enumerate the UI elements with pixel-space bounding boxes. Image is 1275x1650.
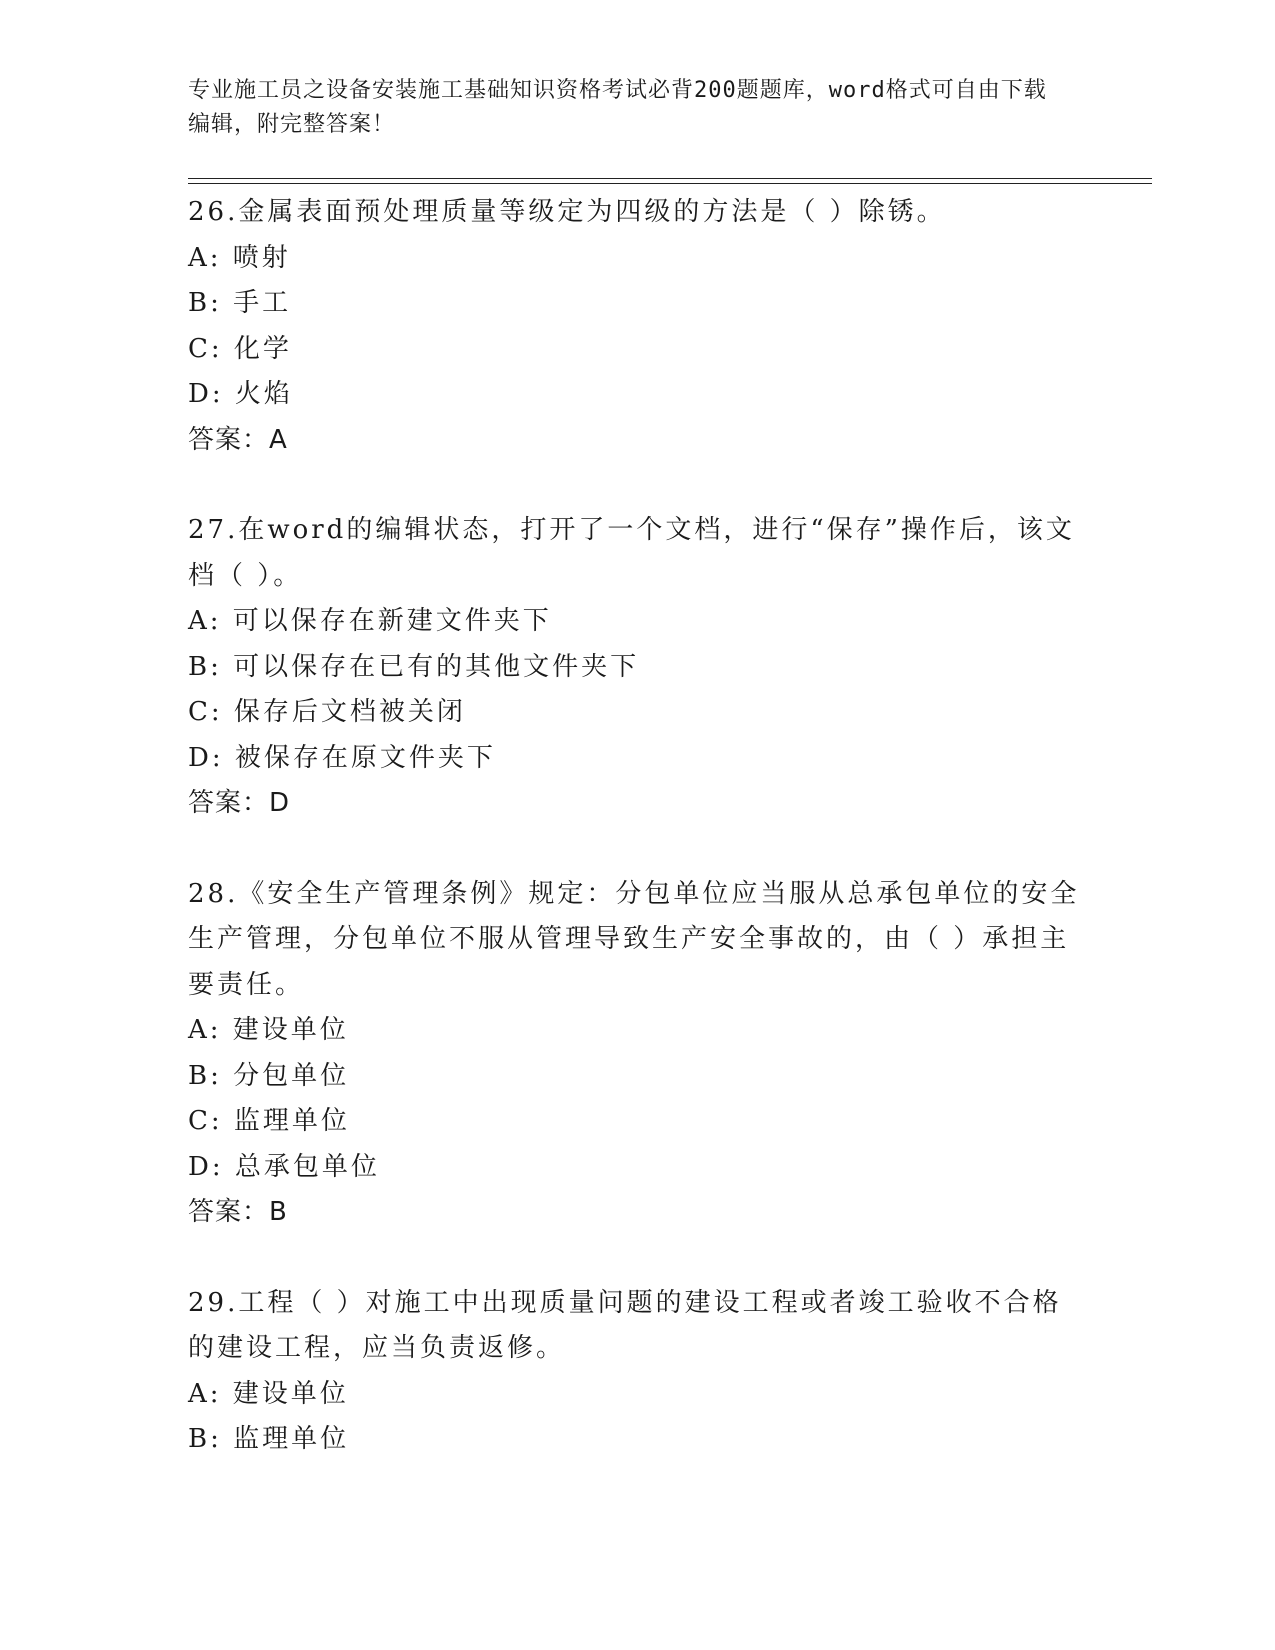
option-c: C: 化学 xyxy=(188,333,292,364)
option-c: C: 监理单位 xyxy=(188,1106,350,1136)
question-stem: 27.在word的编辑状态，打开了一个文档，进行“保存”操作后，该文档（ ）。 xyxy=(188,515,1075,591)
option-b: B: 可以保存在已有的其他文件夹下 xyxy=(188,651,640,682)
question-spacer xyxy=(188,1236,1088,1281)
question-stem: 26.金属表面预处理质量等级定为四级的方法是（ ）除锈。 xyxy=(188,197,946,227)
answer: 答案：D xyxy=(188,788,291,818)
question-stem: 28.《安全生产管理条例》规定：分包单位应当服从总承包单位的安全生产管理，分包单位不服从管理导致生产安全事故的，由（ ）承担主要责任。 xyxy=(188,878,1080,1000)
option-a: A: 喷射 xyxy=(188,242,291,273)
option-b: B: 监理单位 xyxy=(188,1424,350,1454)
answer: 答案：A xyxy=(188,424,288,455)
question-29 xyxy=(188,1281,1088,1463)
question-list xyxy=(188,190,1088,1463)
option-c: C: 保存后文档被关闭 xyxy=(188,697,466,727)
option-a: A: 建设单位 xyxy=(188,1015,349,1045)
option-d: D: 火焰 xyxy=(188,379,293,409)
option-a: A: 建设单位 xyxy=(188,1378,349,1409)
option-d: D: 总承包单位 xyxy=(188,1151,380,1182)
document-header: 专业施工员之设备安装施工基础知识资格考试必背200题题库，word格式可自由下载编辑，附完整答案！ xyxy=(188,78,1047,137)
header-rule-top xyxy=(188,178,1152,179)
question-27 xyxy=(188,508,1088,827)
question-stem: 29.工程（ ）对施工中出现质量问题的建设工程或者竣工验收不合格的建设工程，应当负责返修。 xyxy=(188,1287,1062,1363)
option-d: D: 被保存在原文件夹下 xyxy=(188,742,496,773)
option-b: B: 分包单位 xyxy=(188,1060,350,1091)
question-spacer xyxy=(188,827,1088,872)
answer: 答案：B xyxy=(188,1197,288,1227)
option-a: A: 可以保存在新建文件夹下 xyxy=(188,606,552,636)
option-b: B: 手工 xyxy=(188,288,292,318)
question-26 xyxy=(188,190,1088,463)
header-rule-bottom xyxy=(188,183,1152,184)
question-spacer xyxy=(188,463,1088,508)
question-28 xyxy=(188,872,1088,1236)
